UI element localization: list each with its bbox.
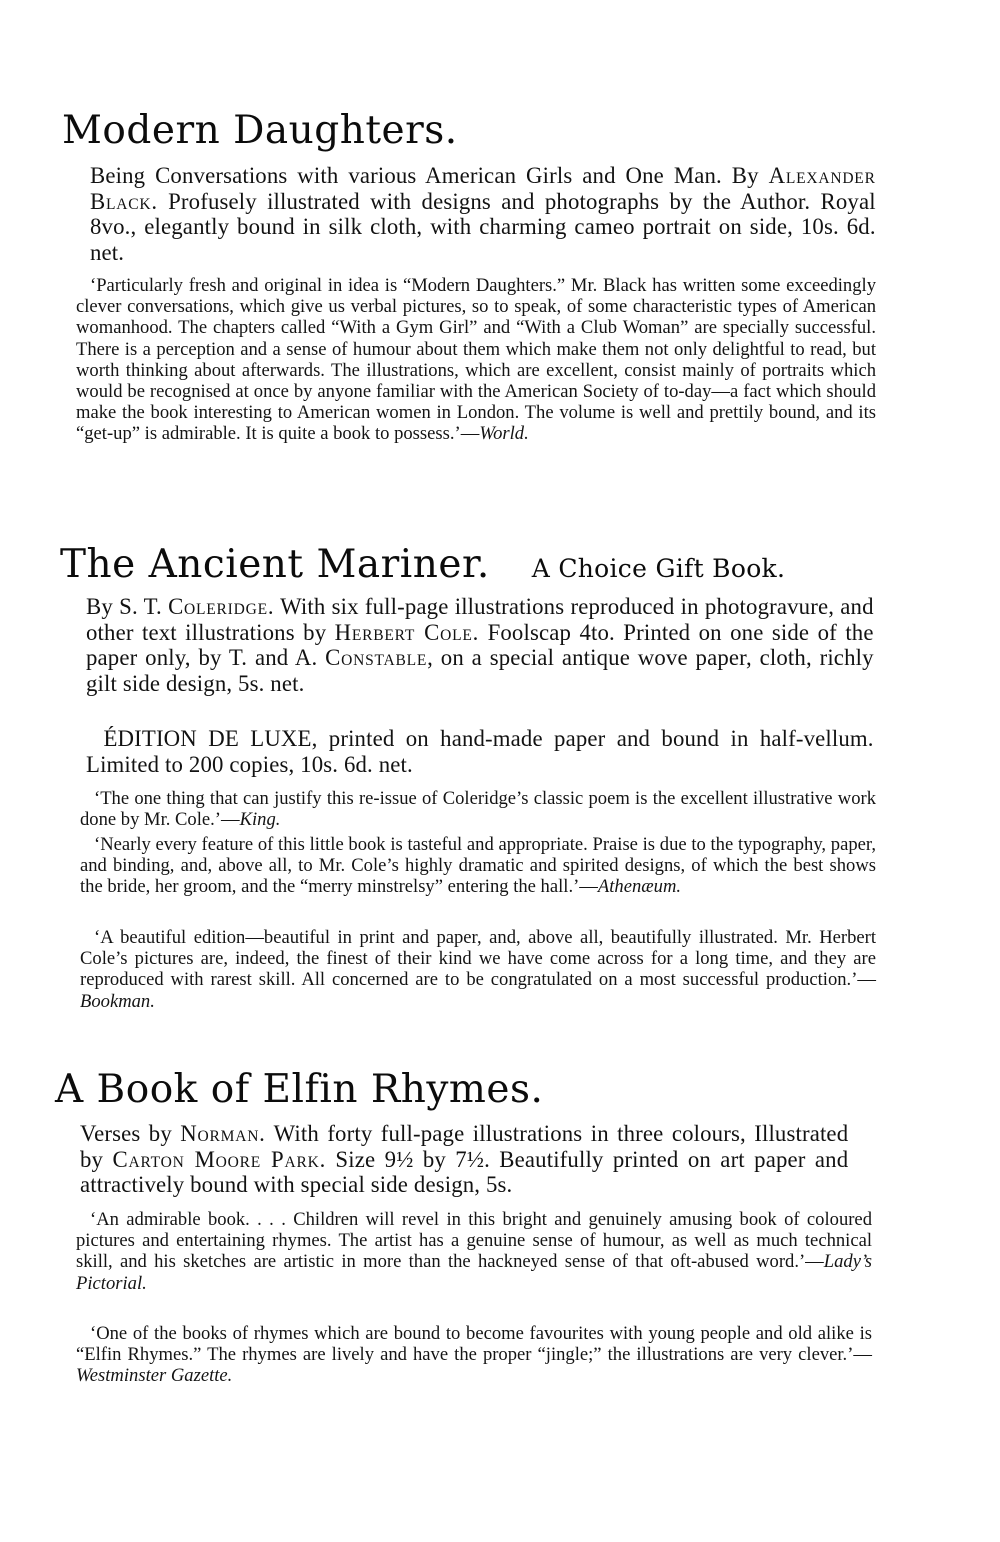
book-title-text: The Ancient Mariner. (60, 542, 490, 587)
description-lead: Verses by (80, 1121, 181, 1147)
description-middle: With forty full-page illustrations in three colours, Illustrated by (80, 1121, 849, 1173)
book-title (62, 108, 458, 153)
review-text: ‘Particularly fresh and original in idea is “Modern Daughters.” Mr. Black has written some exceedingly clever conversations, which give us verbal pictures, so to speak, of some characteristic types of American womanhood. The chapters called “With a Gym Girl” and “With a Club Woman” are specially successful. There is a perception and a sense of humour about them which make them not only delightful to read, but worth thinking about afterwards. The illustrations, which are excellent, consist mainly of portraits which would be recognised at once by anyone familiar with the American Society of to-day—a fact which should make the book interesting to American women in London. The volume is well and prettily bound, and its “get-up” is admirable. It is quite a book to possess.’— (76, 275, 876, 445)
book-description (90, 164, 876, 266)
review-text: ‘A beautiful edition—beautiful in print and paper, and, above all, beautifully illustrated. Mr. Herbert Cole’s pictures are, indeed, the finest of their kind we have come across for a long time, and they are reproduced with rarest skill. All concerned are to be congratulated on a most successful production.’— (80, 927, 876, 991)
book-description (80, 1122, 848, 1199)
deluxe-text: , printed on hand-made paper and bound in half-vellum. Limited to 200 copies, 10s. 6d. net. (86, 726, 874, 778)
author-name: Norman. (180, 1121, 266, 1147)
book-description (86, 595, 874, 697)
deluxe-label: ÉDITION DE LUXE (103, 726, 312, 752)
review-source: Lady’s Pictorial. (76, 1251, 872, 1294)
review-source: Bookman. (80, 990, 155, 1012)
review-source: King. (239, 809, 281, 831)
illustrator-name: Carton Moore Park. (112, 1146, 327, 1173)
description-lead: Being Conversations with various American Girls and One Man. By (90, 163, 769, 189)
review-quote (76, 275, 876, 445)
book-title (60, 542, 785, 587)
deluxe-edition-note (86, 727, 874, 778)
description-lead: By S. T. (86, 594, 169, 620)
description-rest: Size 9½ by 7½. Beautifully printed on art paper and attractively bound with special side design, 5s. (80, 1146, 849, 1199)
review-text: ‘One of the books of rhymes which are bound to become favourites with young people and old alike is “Elfin Rhymes.” The rhymes are lively and have the proper “jingle;” the illustrations are very clever.’— (76, 1323, 872, 1366)
review-source: Athenæum. (597, 876, 682, 898)
printer-name: Constable (325, 645, 428, 672)
book-title (55, 1067, 543, 1112)
description-middle-2: Foolscap 4to. Printed on one side of the paper only, by T. and A. (86, 619, 874, 672)
review-text: ‘An admirable book. . . . Children will revel in this bright and genuinely amusing book of coloured pictures and entertaining rhymes. The artist has a genuine sense of humour, as well as much technical skill, and his sketches are artistic in more than the hackneyed sense of that oft-abused word.’— (76, 1209, 872, 1273)
description-rest: Profusely illustrated with designs and photographs by the Author. Royal 8vo., elegantly bound in silk cloth, with charming cameo portrait on side, 10s. 6d. net. (90, 188, 876, 266)
book-title-text: A Book of Elfin Rhymes. (55, 1067, 544, 1112)
illustrator-name: Herbert Cole. (334, 619, 480, 646)
book-subtitle: A Choice Gift Book. (531, 554, 786, 583)
review-quote (76, 1209, 872, 1294)
description-rest: , on a special antique wove paper, cloth, richly gilt side design, 5s. net. (86, 645, 874, 697)
review-source: Westminster Gazette. (76, 1365, 233, 1387)
author-name: Coleridge. (168, 594, 275, 620)
review-source: World. (479, 423, 529, 445)
description-middle: With six full-page illustrations reproduced in photogravure, and other text illustrations by (86, 594, 874, 646)
review-text: ‘Nearly every feature of this little book is tasteful and appropriate. Praise is due to the typography, paper, and binding, and, above all, to Mr. Cole’s highly dramatic and spirited designs, of which the best shows the bride, her groom, and the “merry minstrelsy” entering the hall.’— (80, 834, 876, 898)
review-quote (76, 1323, 872, 1387)
book-title-text: Modern Daughters. (62, 108, 458, 153)
review-text: ‘The one thing that can justify this re-issue of Coleridge’s classic poem is the excellent illustrative work done by Mr. Cole.’— (80, 788, 876, 831)
review-quote (80, 788, 876, 830)
author-name: Alexander Black. (90, 163, 876, 215)
review-quote (80, 927, 876, 1012)
review-quote (80, 834, 876, 898)
